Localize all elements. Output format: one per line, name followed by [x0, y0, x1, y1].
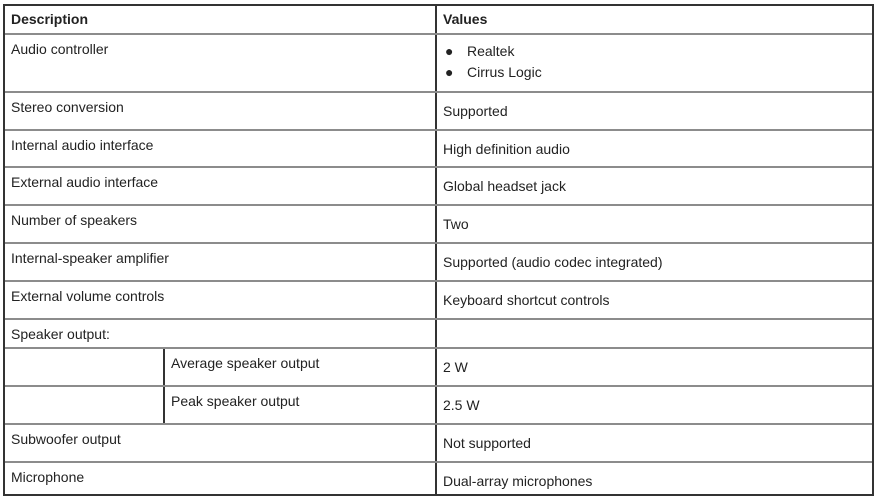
row-value: [437, 35, 872, 91]
table-row: [5, 318, 872, 347]
table-row: [5, 91, 872, 129]
table-row: [5, 461, 872, 494]
list-item: ● Cirrus Logic: [443, 62, 866, 83]
row-description: Number of speakers: [5, 206, 437, 242]
row-value: Two: [443, 216, 469, 232]
row-value: Keyboard shortcut controls: [443, 292, 610, 308]
table-row: [5, 280, 872, 318]
row-description: External volume controls: [5, 282, 437, 318]
value-list: [443, 41, 866, 83]
table-row: [5, 385, 872, 423]
row-value: Dual-array microphones: [443, 473, 593, 489]
row-value: High definition audio: [443, 141, 570, 157]
row-description: Speaker output:: [5, 320, 437, 347]
table-row: [5, 129, 872, 166]
table-header-row: [5, 6, 872, 33]
row-description: Internal-speaker amplifier: [5, 244, 437, 280]
row-value: Supported (audio codec integrated): [443, 254, 663, 270]
header-values: Values: [443, 11, 488, 27]
table-row: [5, 166, 872, 204]
row-value: Supported: [443, 103, 508, 119]
bullet-icon: ●: [445, 64, 454, 80]
row-description: Internal audio interface: [5, 131, 437, 166]
audio-specifications-table: [3, 4, 874, 496]
row-value: [437, 320, 872, 347]
row-value: Global headset jack: [443, 178, 566, 194]
row-sub-description: Average speaker output: [165, 349, 437, 385]
row-spacer-cell: [5, 387, 165, 423]
row-description: External audio interface: [5, 168, 437, 204]
row-description: Subwoofer output: [5, 425, 437, 461]
row-value: Not supported: [443, 435, 531, 451]
list-item: ● Realtek: [443, 41, 866, 62]
row-description: Microphone: [5, 463, 437, 494]
table-row: [5, 204, 872, 242]
table-row: [5, 347, 872, 385]
row-value: 2 W: [443, 359, 468, 375]
table-row: [5, 423, 872, 461]
row-sub-description: Peak speaker output: [165, 387, 437, 423]
row-spacer-cell: [5, 349, 165, 385]
row-value: 2.5 W: [443, 397, 480, 413]
row-description: Stereo conversion: [5, 93, 437, 129]
table-row: [5, 33, 872, 91]
table-row: [5, 242, 872, 280]
header-description: Description: [5, 6, 437, 33]
bullet-icon: ●: [445, 43, 454, 59]
row-description: Audio controller: [5, 35, 437, 91]
